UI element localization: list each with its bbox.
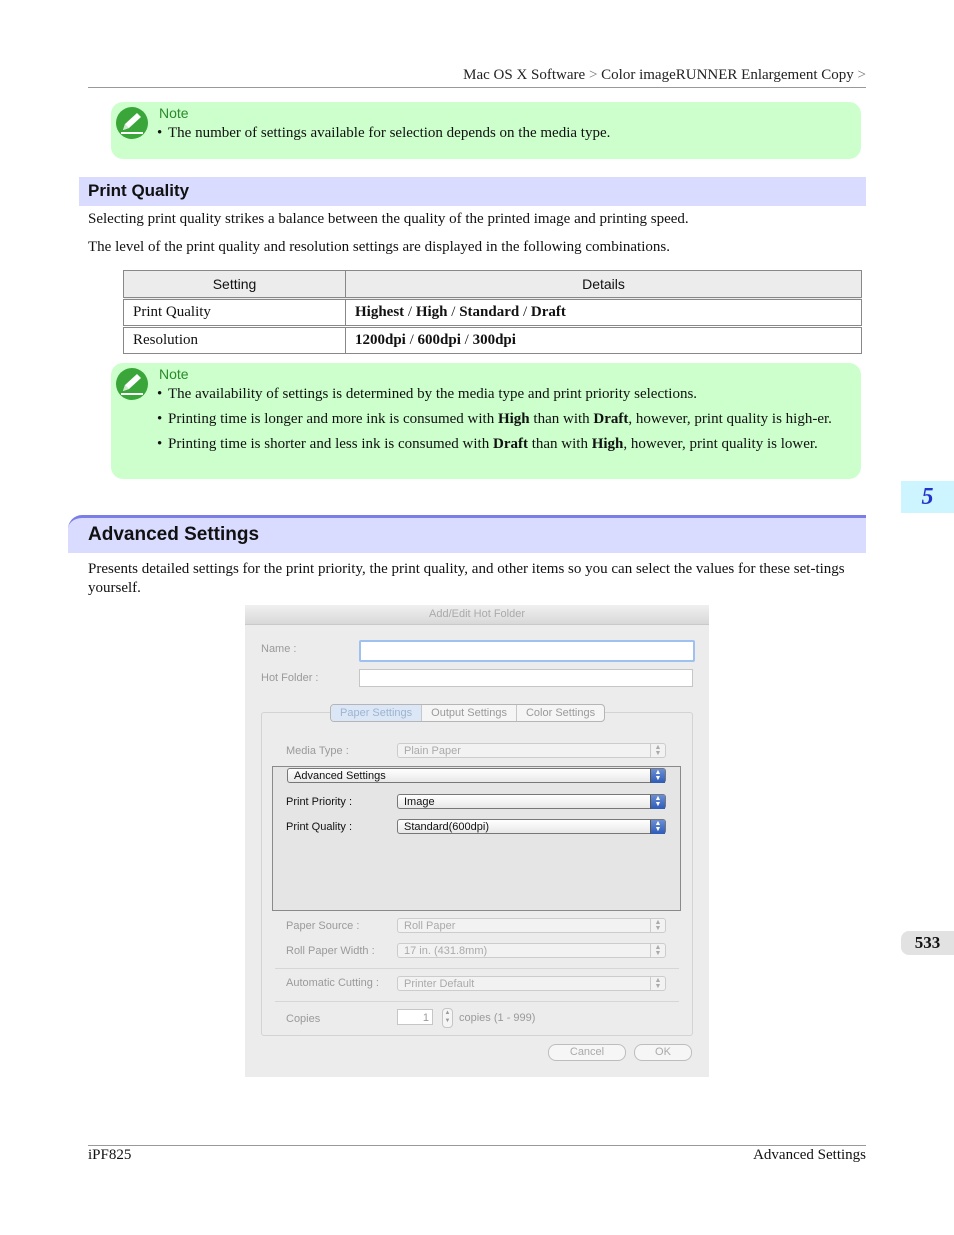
select-value: Roll Paper (404, 920, 456, 932)
breadcrumb-item[interactable]: Mac OS X Software (463, 67, 586, 83)
copies-label: Copies (286, 1013, 321, 1025)
advanced-settings-panel (272, 766, 681, 911)
paper-source-label: Paper Source : (286, 920, 360, 932)
note-item: • Printing time is longer and more ink is consumed with High than with Draft, however, print quality is high-er. (157, 410, 853, 429)
updown-arrows-icon: ▲ ▼ (650, 744, 665, 758)
slash: / (519, 304, 531, 320)
select-value: Advanced Settings (294, 770, 386, 782)
select-value: Standard(600dpi) (404, 821, 490, 833)
table-cell-details (346, 327, 862, 354)
print-quality-label: Print Quality : (286, 821, 353, 833)
chapter-number[interactable]: 5 (921, 484, 934, 510)
footer-rule (88, 1145, 866, 1146)
roll-paper-width-select[interactable] (397, 943, 666, 958)
note-item: • Printing time is shorter and less ink is consumed with Draft than with High, however, print quality is lower. (157, 435, 853, 454)
automatic-cutting-label: Automatic Cutting : (286, 977, 379, 989)
roll-paper-width-label: Roll Paper Width : (286, 945, 375, 957)
slash: / (447, 304, 460, 320)
breadcrumb-item[interactable]: Color imageRUNNER Enlargement Copy (601, 67, 854, 83)
note-title: Note (159, 366, 189, 382)
breadcrumb-separator: > (857, 67, 866, 83)
tab-output-settings[interactable]: Output Settings (422, 705, 517, 721)
note-title: Note (159, 105, 189, 121)
table-header-row (124, 271, 862, 299)
ok-button[interactable]: OK (634, 1044, 692, 1061)
copies-stepper[interactable]: ▲ ▼ (442, 1008, 453, 1028)
note-list (157, 124, 853, 149)
column-header: Setting (124, 271, 346, 299)
print-priority-select[interactable] (397, 794, 666, 809)
paragraph: Selecting print quality strikes a balance between the quality of the printed image and printing speed. (88, 211, 689, 227)
table-row (124, 299, 862, 327)
footer-model: iPF825 (88, 1147, 132, 1163)
media-type-select[interactable] (397, 743, 666, 758)
table-cell-setting: Resolution (124, 327, 346, 354)
pencil-note-icon (115, 106, 149, 140)
note-item: • The number of settings available for selection depends on the media type. (157, 124, 853, 143)
slash: / (460, 332, 473, 348)
name-label: Name : (261, 643, 297, 655)
note-list (157, 385, 853, 460)
select-value: 17 in. (431.8mm) (404, 945, 488, 957)
section-title-advanced-settings: Advanced Settings (88, 524, 260, 545)
note-item: • The availability of settings is determined by the media type and print priority selections. (157, 385, 853, 404)
column-header: Details (346, 271, 862, 299)
page-number: 533 (914, 933, 941, 952)
header-rule (88, 87, 866, 88)
updown-arrows-icon: ▲ ▼ (650, 944, 665, 958)
print-quality-select[interactable] (397, 819, 666, 834)
updown-arrows-icon: ▲ ▼ (650, 795, 665, 809)
slash: / (404, 304, 416, 320)
media-type-label: Media Type : (286, 745, 349, 757)
copies-range-text: copies (1 - 999) (459, 1012, 536, 1024)
paper-source-select[interactable] (397, 918, 666, 933)
breadcrumb-separator: > (588, 67, 598, 83)
value: 600dpi (417, 332, 461, 348)
add-edit-hot-folder-dialog (245, 605, 709, 1077)
table-row (124, 327, 862, 354)
section-title-print-quality: Print Quality (88, 181, 190, 200)
pencil-note-icon (115, 367, 149, 401)
value: 300dpi (472, 332, 516, 348)
hot-folder-input[interactable] (359, 669, 693, 687)
updown-arrows-icon: ▲ ▼ (650, 977, 665, 991)
paragraph: The level of the print quality and resolution settings are displayed in the following combinations. (88, 239, 670, 255)
cancel-button[interactable]: Cancel (548, 1044, 626, 1061)
updown-arrows-icon: ▲ ▼ (650, 820, 665, 834)
value: 1200dpi (355, 332, 406, 348)
note-box (111, 102, 861, 159)
tab-color-settings[interactable]: Color Settings (525, 707, 596, 719)
select-value: Plain Paper (404, 745, 461, 757)
select-value: Printer Default (404, 978, 475, 990)
updown-arrows-icon: ▲ ▼ (650, 919, 665, 933)
divider (275, 968, 679, 969)
advanced-settings-select[interactable] (287, 768, 666, 783)
value: High (415, 304, 448, 320)
table-cell-details (346, 299, 862, 327)
copies-input[interactable]: 1 (397, 1009, 433, 1025)
dialog-title: Add/Edit Hot Folder (245, 605, 709, 625)
breadcrumb (463, 67, 866, 84)
table-cell-setting: Print Quality (124, 299, 346, 327)
updown-arrows-icon: ▲ ▼ (650, 769, 665, 783)
settings-table (123, 270, 862, 354)
divider (275, 1001, 679, 1002)
value: Highest (355, 304, 405, 320)
tab-paper-settings[interactable]: Paper Settings (331, 705, 422, 721)
automatic-cutting-select[interactable] (397, 976, 666, 991)
tab-bar (330, 704, 605, 722)
section-heading-bar (79, 177, 866, 206)
name-input[interactable] (359, 640, 695, 662)
select-value: Image (404, 796, 435, 808)
hot-folder-label: Hot Folder : (261, 672, 319, 684)
paragraph: Presents detailed settings for the print priority, the print quality, and other items so you can select the values for these set-tings yourself. (88, 561, 845, 596)
value: Standard (459, 304, 520, 320)
footer-section: Advanced Settings (753, 1147, 866, 1163)
print-priority-label: Print Priority : (286, 796, 353, 808)
slash: / (405, 332, 418, 348)
value: Draft (530, 304, 566, 320)
note-box (111, 363, 861, 479)
